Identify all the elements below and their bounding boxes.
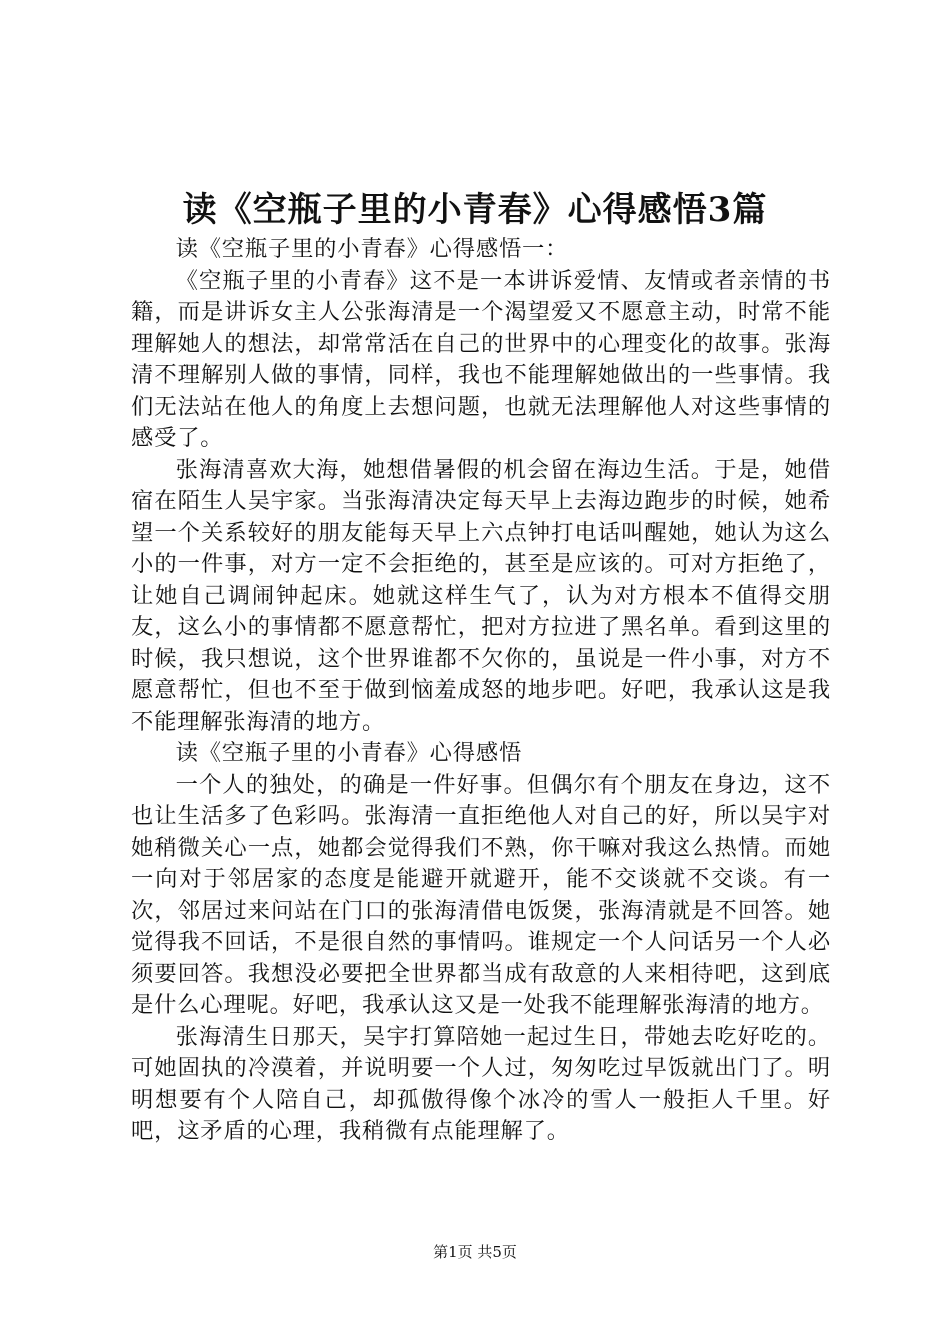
section-heading-1: 读《空瓶子里的小青春》心得感悟一：	[175, 236, 569, 262]
paragraph-3: 一个人的独处，的确是一件好事。但偶尔有个朋友在身边，这不也让生活多了色彩吗。张海清一直拒绝他人对自己的好，所以吴宇对她稍微关心一点，她都会觉得我们不熟，你干嘛对我这么热情。而她一向对于邻居家的态度是能避开就避开，能不交谈就不交谈。有一次，邻居过来问站在门口的张海清借电饭煲，张海清就是不回答。她觉得我不回话，不是很自然的事情吗。谁规定一个人问话另一个人必须要回答。我想没必要把全世界都当成有敌意的人来相待吧，这到底是什么心理呢。好吧，我承认这又是一处我不能理解张海清的地方。	[131, 771, 831, 1018]
paragraph-1: 《空瓶子里的小青春》这不是一本讲诉爱情、友情或者亲情的书籍，而是讲诉女主人公张海清是一个渴望爱又不愿意主动，时常不能理解她人的想法，却常常活在自己的世界中的心理变化的故事。张海清不理解别人做的事情，同样，我也不能理解她做出的一些事情。我们无法站在他人的角度上去想问题，也就无法理解他人对这些事情的感受了。	[131, 267, 831, 451]
document-title: 读《空瓶子里的小青春》心得感悟3篇	[182, 190, 768, 230]
section-heading-2: 读《空瓶子里的小青春》心得感悟	[175, 740, 523, 766]
paragraph-2: 张海清喜欢大海，她想借暑假的机会留在海边生活。于是，她借宿在陌生人吴宇家。当张海清决定每天早上去海边跑步的时候，她希望一个关系较好的朋友能每天早上六点钟打电话叫醒她，她认为这么小的一件事，对方一定不会拒绝的，甚至是应该的。可对方拒绝了，让她自己调闹钟起床。她就这样生气了，认为对方根本不值得交朋友，这么小的事情都不愿意帮忙，把对方拉进了黑名单。看到这里的时候，我只想说，这个世界谁都不欠你的，虽说是一件小事，对方不愿意帮忙，但也不至于做到恼羞成怒的地步吧。好吧，我承认这是我不能理解张海清的地方。	[131, 456, 831, 735]
paragraph-4: 张海清生日那天，吴宇打算陪她一起过生日，带她去吃好吃的。可她固执的冷漠着，并说明要一个人过，匆匆吃过早饭就出门了。明明想要有个人陪自己，却孤傲得像个冰冷的雪人一般拒人千里。好吧，这矛盾的心理，我稍微有点能理解了。	[131, 1023, 831, 1144]
document-body	[131, 234, 831, 1148]
page-number-footer: 第1页 共5页	[433, 1243, 517, 1261]
